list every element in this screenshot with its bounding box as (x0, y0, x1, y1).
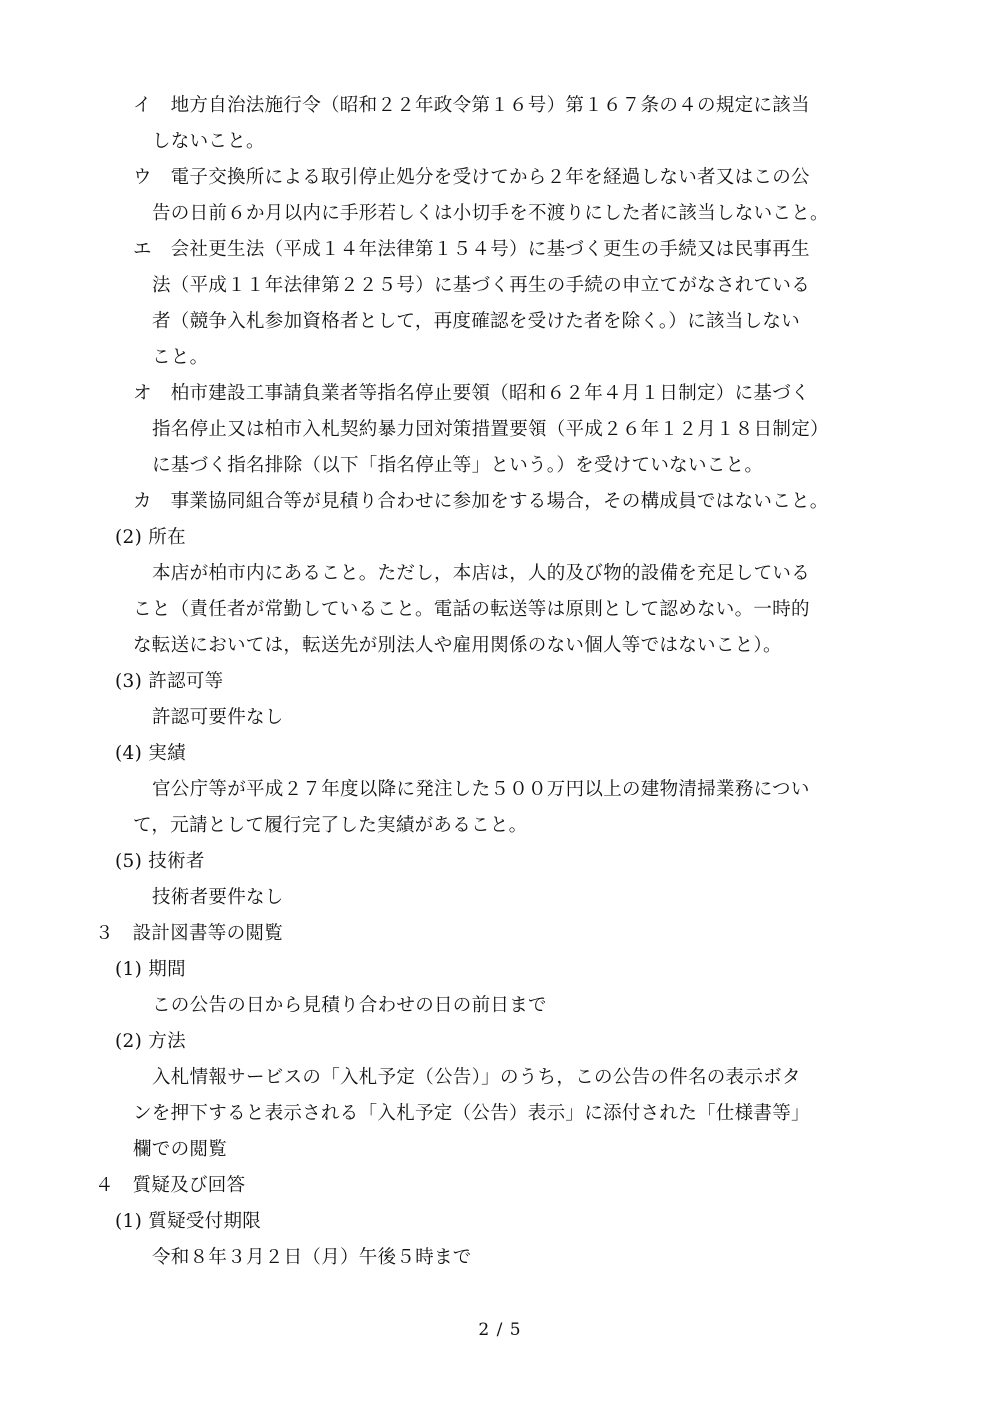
text-line: 法（平成１１年法律第２２５号）に基づく再生の手続の申立てがなされている (152, 275, 811, 296)
text-line: 入札情報サービスの「入札予定（公告）」のうち，この公告の件名の表示ボタ (152, 1067, 801, 1088)
section-heading: (2) 所在 (115, 527, 186, 548)
section-heading: (4) 実績 (115, 743, 186, 764)
chapter-heading: ３ 設計図書等の閲覧 (95, 923, 284, 944)
text-line: な転送においては，転送先が別法人や雇用関係のない個人等ではないこと）。 (133, 635, 782, 656)
text-line: 令和８年３月２日（月）午後５時まで (152, 1247, 472, 1268)
text-line: ウ 電子交換所による取引停止処分を受けてから２年を経過しない者又はこの公 (133, 167, 810, 188)
section-heading: (5) 技術者 (115, 851, 205, 872)
text-line: オ 柏市建設工事請負業者等指名停止要領（昭和６２年４月１日制定）に基づく (133, 383, 810, 404)
text-line: 官公庁等が平成２７年度以降に発注した５００万円以上の建物清掃業務につい (152, 779, 810, 800)
text-line: イ 地方自治法施行令（昭和２２年政令第１６号）第１６７条の４の規定に該当 (133, 95, 810, 116)
text-line: 者（競争入札参加資格者として，再度確認を受けた者を除く。）に該当しない (152, 311, 801, 332)
text-line: 指名停止又は柏市入札契約暴力団対策措置要領（平成２６年１２月１８日制定） (152, 419, 829, 440)
text-line: 欄での閲覧 (133, 1139, 228, 1160)
section-heading: (3) 許認可等 (115, 671, 224, 692)
text-line: エ 会社更生法（平成１４年法律第１５４号）に基づく更生の手続又は民事再生 (133, 239, 810, 260)
text-line: 告の日前６か月以内に手形若しくは小切手を不渡りにした者に該当しないこと。 (152, 203, 829, 224)
text-line: ンを押下すると表示される「入札予定（公告）表示」に添付された「仕様書等」 (133, 1103, 810, 1124)
section-heading: (1) 期間 (115, 959, 186, 980)
text-line: カ 事業協同組合等が見積り合わせに参加をする場合，その構成員ではないこと。 (133, 491, 829, 512)
text-line: この公告の日から見積り合わせの日の前日まで (152, 995, 547, 1016)
text-line: に基づく指名排除（以下「指名停止等」という。）を受けていないこと。 (152, 455, 764, 476)
text-line: 技術者要件なし (152, 887, 284, 908)
text-line: 本店が柏市内にあること。ただし，本店は，人的及び物的設備を充足している (152, 563, 811, 584)
chapter-heading: ４ 質疑及び回答 (95, 1175, 246, 1196)
section-heading: (2) 方法 (115, 1031, 186, 1052)
text-line: しないこと。 (152, 131, 265, 152)
text-line: て，元請として履行完了した実績があること。 (133, 815, 528, 836)
text-line: こと。 (152, 347, 209, 368)
text-line: 許認可要件なし (152, 707, 284, 728)
section-heading: (1) 質疑受付期限 (115, 1211, 262, 1232)
text-line: こと（責任者が常勤していること。電話の転送等は原則として認めない。一時的 (133, 599, 810, 620)
page-number: 2 / 5 (478, 1320, 522, 1340)
